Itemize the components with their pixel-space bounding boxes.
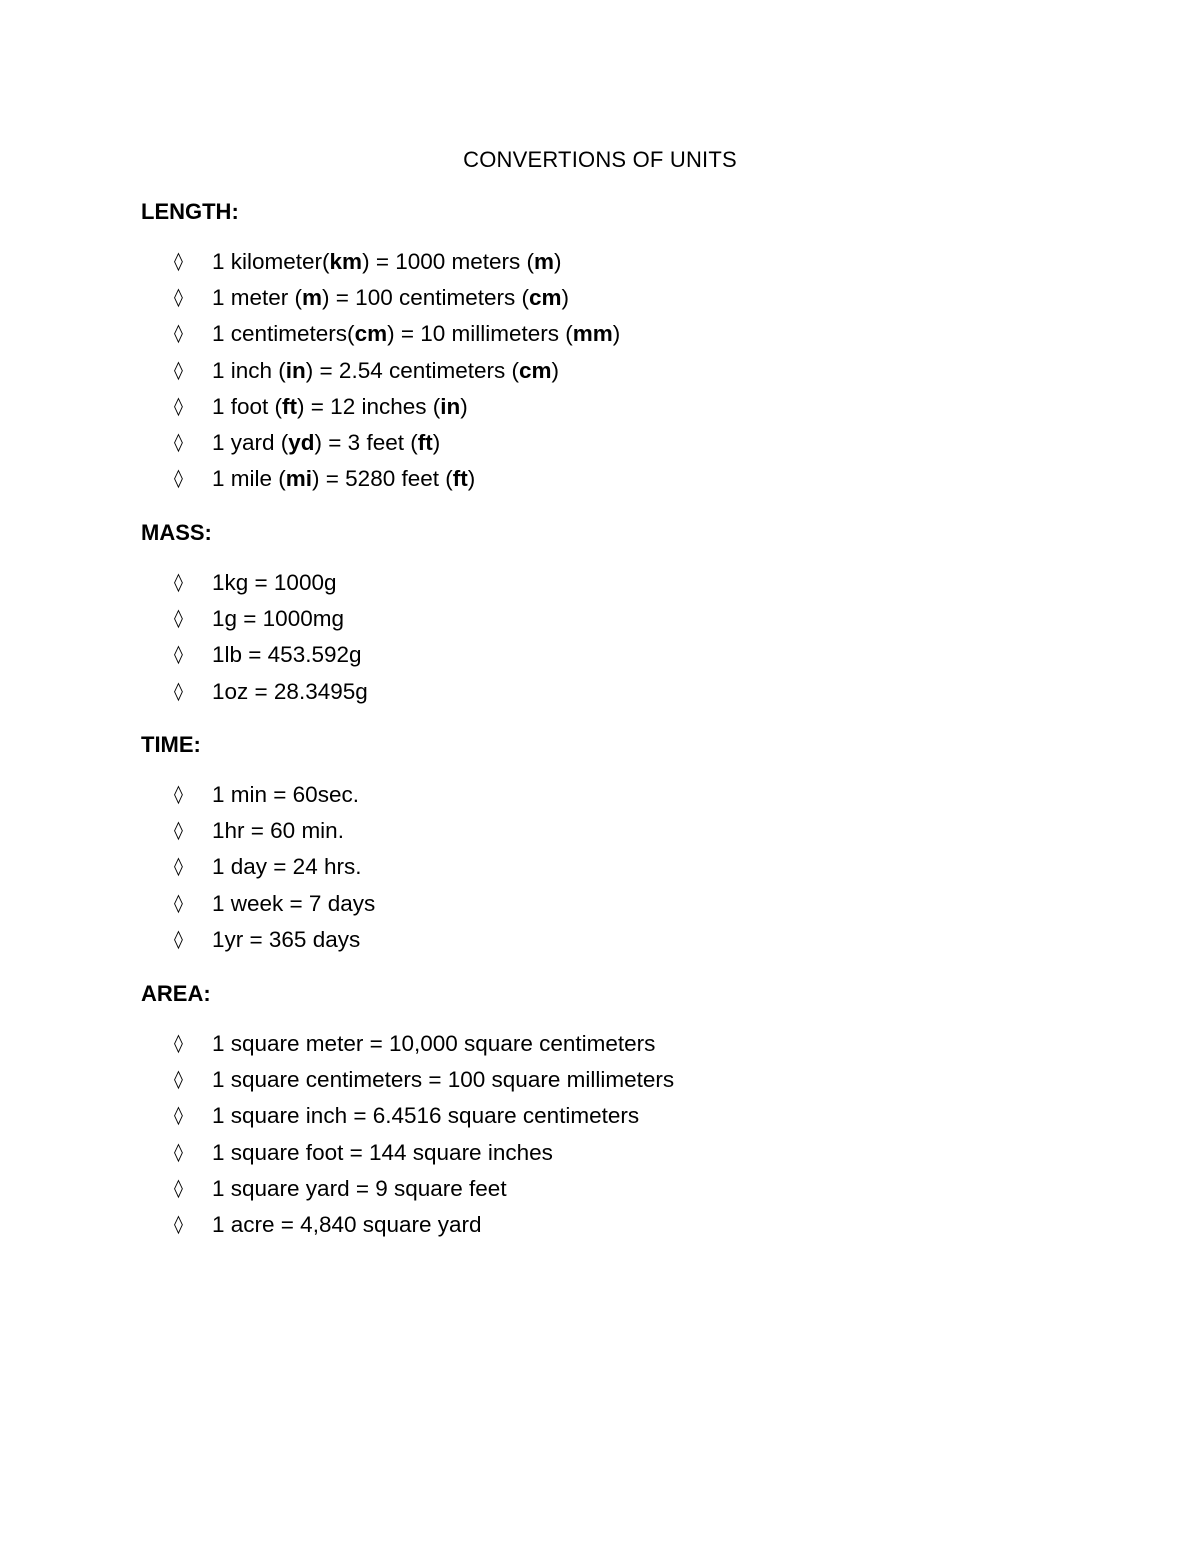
list-item <box>141 1139 674 1175</box>
item-text: 1 square centimeters = 100 square millimeters <box>212 1067 675 1093</box>
diamond-outline-icon: ◊ <box>174 784 183 805</box>
item-text: 1hr = 60 min. <box>212 818 344 844</box>
item-text: ) = 5280 feet ( <box>312 466 453 492</box>
diamond-outline-icon: ◊ <box>174 1141 183 1163</box>
diamond-outline-icon: ◊ <box>174 572 183 593</box>
unit-abbreviation: in <box>440 393 461 419</box>
item-text: ) <box>612 321 621 347</box>
unit-abbreviation: ft <box>452 466 468 492</box>
diamond-outline-icon: ◊ <box>174 431 183 453</box>
unit-abbreviation: in <box>285 357 306 383</box>
list-item <box>141 320 620 356</box>
item-text: 1 mile ( <box>212 466 286 492</box>
item-text: 1 square yard = 9 square feet <box>212 1175 507 1201</box>
diamond-outline-icon: ◊ <box>174 323 183 345</box>
unit-abbreviation: cm <box>529 285 562 311</box>
diamond-outline-icon: ◊ <box>174 892 183 914</box>
list-item <box>141 641 368 677</box>
section-mass <box>141 519 368 714</box>
diamond-outline-icon: ◊ <box>174 856 183 878</box>
item-text: ) = 1000 meters ( <box>362 249 535 274</box>
diamond-outline-icon: ◊ <box>174 1033 183 1054</box>
list-item <box>141 284 620 320</box>
diamond-outline-icon: ◊ <box>174 468 183 490</box>
unit-abbreviation: cm <box>354 321 388 347</box>
section-area <box>141 980 674 1247</box>
page-title: CONVERTIONS OF UNITS <box>463 147 737 172</box>
item-text: ) = 3 feet ( <box>314 429 418 455</box>
list-item <box>141 817 375 853</box>
item-text: ) <box>554 249 562 274</box>
item-text: 1yr = 365 days <box>212 926 361 952</box>
item-text: 1 square foot = 144 square inches <box>212 1139 553 1165</box>
item-text: ) <box>432 429 441 455</box>
item-text: 1 centimeters( <box>212 321 355 347</box>
conversion-list-time <box>141 781 375 962</box>
section-length <box>141 198 620 501</box>
item-text: 1 min = 60sec. <box>212 782 359 807</box>
item-text: 1 week = 7 days <box>212 890 376 916</box>
diamond-outline-icon: ◊ <box>174 287 183 309</box>
diamond-outline-icon: ◊ <box>174 1069 183 1091</box>
unit-abbreviation: ft <box>282 393 298 419</box>
list-item <box>141 926 375 962</box>
list-item <box>141 781 375 817</box>
diamond-outline-icon: ◊ <box>174 1177 183 1199</box>
item-text: 1 day = 24 hrs. <box>212 854 362 880</box>
list-item <box>141 1066 674 1102</box>
item-text: 1kg = 1000g <box>212 570 337 595</box>
section-heading-length: LENGTH: <box>141 199 239 224</box>
list-item <box>141 1211 674 1247</box>
list-item <box>141 890 375 926</box>
item-text: ) <box>460 393 468 419</box>
list-item <box>141 393 620 429</box>
section-time <box>141 731 375 962</box>
unit-abbreviation: cm <box>519 357 552 383</box>
item-text: ) = 12 inches ( <box>297 393 441 419</box>
conversion-list-length <box>141 248 620 501</box>
list-item <box>141 678 368 714</box>
item-text: 1 acre = 4,840 square yard <box>212 1211 482 1237</box>
item-text: ) <box>467 466 476 492</box>
diamond-outline-icon: ◊ <box>174 395 183 417</box>
diamond-outline-icon: ◊ <box>174 1105 183 1127</box>
unit-abbreviation: km <box>329 249 363 274</box>
unit-abbreviation: mm <box>572 321 613 347</box>
list-item <box>141 429 620 465</box>
conversion-list-area <box>141 1030 674 1247</box>
unit-abbreviation: m <box>302 285 323 311</box>
list-item <box>141 465 620 501</box>
item-text: ) = 2.54 centimeters ( <box>305 357 520 383</box>
item-text: 1oz = 28.3495g <box>212 678 368 704</box>
diamond-outline-icon: ◊ <box>174 608 183 630</box>
section-heading-time: TIME: <box>141 732 201 757</box>
item-text: 1 square meter = 10,000 square centimeters <box>212 1031 656 1056</box>
unit-abbreviation: ft <box>417 429 433 455</box>
item-text: ) <box>561 285 570 311</box>
diamond-outline-icon: ◊ <box>174 680 183 702</box>
unit-abbreviation: m <box>534 249 555 274</box>
diamond-outline-icon: ◊ <box>174 1213 183 1235</box>
list-item <box>141 248 620 284</box>
item-text: 1 meter ( <box>212 285 303 311</box>
item-text: ) = 100 centimeters ( <box>322 285 530 311</box>
list-item <box>141 605 368 641</box>
conversion-list-mass <box>141 569 368 714</box>
item-text: 1 yard ( <box>212 429 289 455</box>
diamond-outline-icon: ◊ <box>174 820 183 842</box>
list-item <box>141 569 368 605</box>
list-item <box>141 357 620 393</box>
unit-abbreviation: mi <box>285 466 313 492</box>
list-item <box>141 853 375 889</box>
list-item <box>141 1030 674 1066</box>
item-text: 1 foot ( <box>212 393 283 419</box>
item-text: ) = 10 millimeters ( <box>387 321 573 347</box>
list-item <box>141 1102 674 1138</box>
list-item <box>141 1175 674 1211</box>
diamond-outline-icon: ◊ <box>174 928 183 950</box>
item-text: 1 inch ( <box>212 357 286 383</box>
diamond-outline-icon: ◊ <box>174 644 183 666</box>
diamond-outline-icon: ◊ <box>174 251 183 272</box>
section-heading-mass: MASS: <box>141 520 212 545</box>
item-text: ) <box>551 357 560 383</box>
item-text: 1g = 1000mg <box>212 606 344 632</box>
diamond-outline-icon: ◊ <box>174 359 183 381</box>
section-heading-area: AREA: <box>141 981 211 1006</box>
unit-abbreviation: yd <box>288 429 315 455</box>
item-text: 1 square inch = 6.4516 square centimeters <box>212 1103 640 1129</box>
item-text: 1 kilometer( <box>212 249 330 274</box>
item-text: 1lb = 453.592g <box>212 642 362 668</box>
